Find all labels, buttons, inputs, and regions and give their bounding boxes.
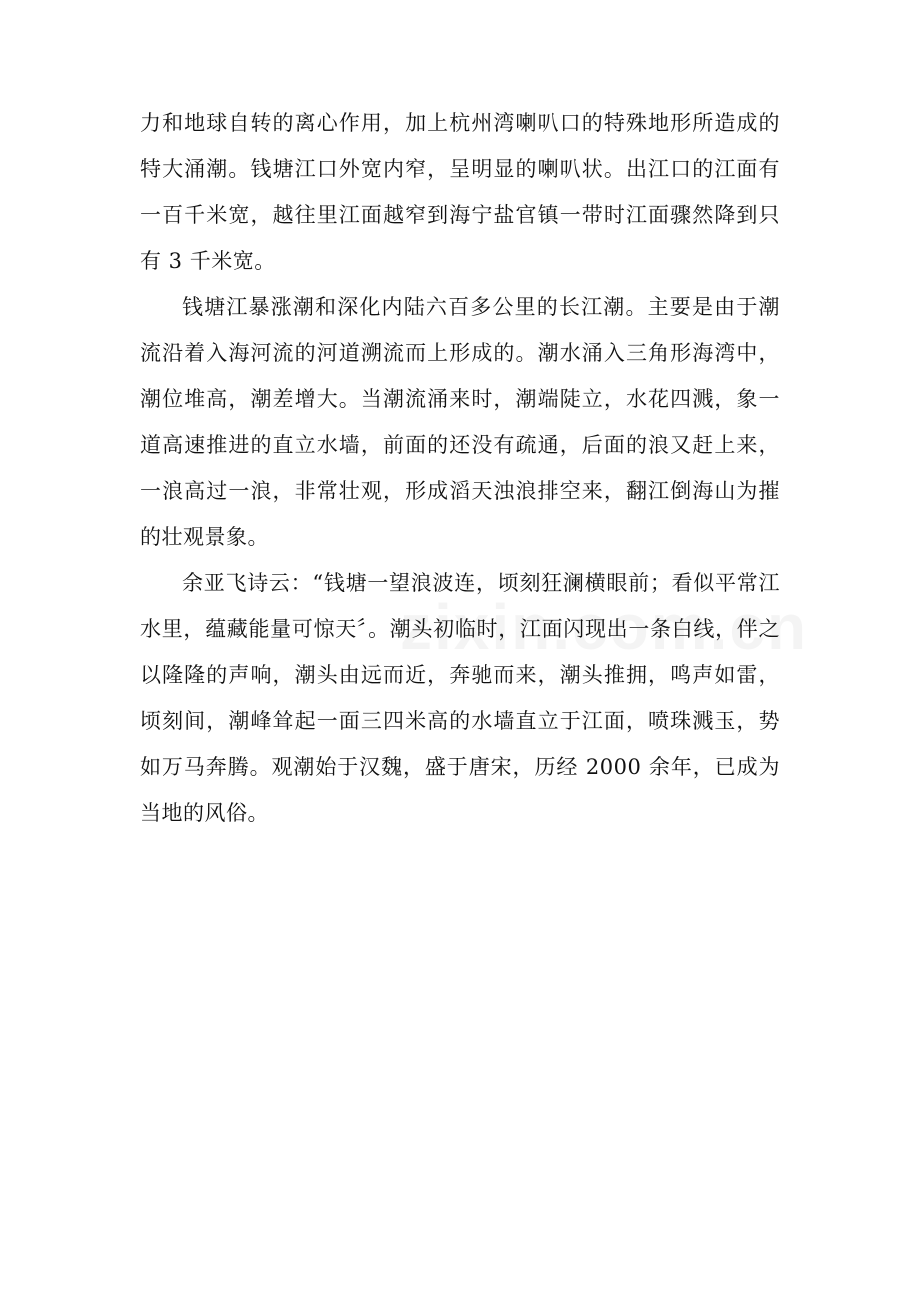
paragraph-1: 力和地球自转的离心作用，加上杭州湾喇叭口的特殊地形所造成的特大涌潮。钱塘江口外宽内窄，呈明显的喇叭状。出江口的江面有一百千米宽，越往里江面越窄到海宁盐官镇一带时江面骤然降到只有 3 千米宽。 [140, 111, 780, 273]
document-body [140, 100, 780, 836]
paragraph-3: 余亚飞诗云：“钱塘一望浪波连，顷刻狂澜横眼前；看似平常江水里，蕴藏能量可惊天〞。潮头初临时，江面闪现出一条白线，伴之以隆隆的声响，潮头由远而近，奔驰而来，潮头推拥，鸣声如雷，顷刻间，潮峰耸起一面三四米高的水墙直立于江面，喷珠溅玉，势如万马奔腾。观潮始于汉魏，盛于唐宋，历经 2000 余年，已成为当地的风俗。 [140, 571, 780, 825]
paragraph-2: 钱塘江暴涨潮和深化内陆六百多公里的长江潮。主要是由于潮流沿着入海河流的河道溯流而上形成的。潮水涌入三角形海湾中，潮位堆高，潮差增大。当潮流涌来时，潮端陡立，水花四溅，象一道高速推进的直立水墙，前面的还没有疏通，后面的浪又赶上来，一浪高过一浪，非常壮观，形成滔天浊浪排空来，翻江倒海山为摧的壮观景象。 [140, 295, 780, 549]
